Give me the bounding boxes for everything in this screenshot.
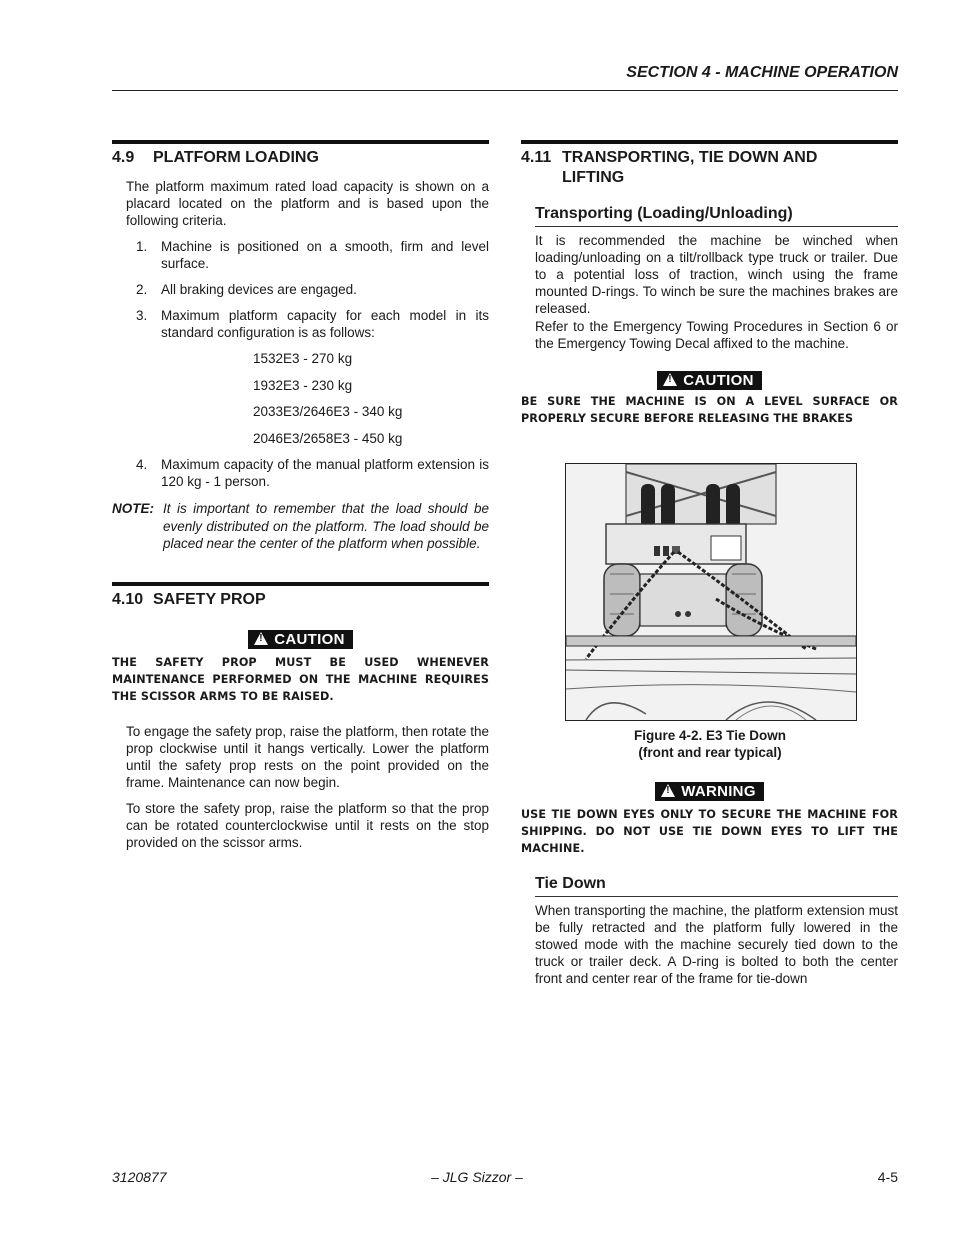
list-item: [112, 307, 489, 341]
note: [112, 500, 489, 553]
caution-badge-wrap: [112, 630, 489, 649]
section-heading-safety-prop: [112, 582, 489, 610]
caution-text: BE SURE THE MACHINE IS ON A LEVEL SURFACE OR PROPERLY SECURE BEFORE RELEASING THE BRAKES: [521, 395, 898, 425]
figure-caption-line: Figure 4-2. E3 Tie Down: [633, 728, 787, 743]
paragraph: When transporting the machine, the platform extension must be fully retracted and the platform fully lowered in the stowed mode with the machine securely tied down to the truck or trailer deck. A D-ring is bolted to both the center front and center rear of the frame for tie-down: [535, 903, 898, 986]
warning-triangle-icon: [663, 373, 677, 386]
list-text: Maximum platform capacity for each model in its standard configuration is as follows:: [161, 308, 489, 340]
warning-badge-wrap: [521, 782, 898, 801]
section-number: 4.10: [112, 590, 144, 608]
right-column-lower: [521, 782, 898, 987]
list-text: Maximum capacity of the manual platform extension is 120 kg - 1 person.: [161, 457, 489, 489]
footer-doc-number: 3120877: [112, 1169, 167, 1185]
note-label: NOTE:: [112, 501, 154, 516]
list-item: [112, 456, 489, 490]
warning-triangle-icon: [254, 632, 268, 645]
section-title: PLATFORM LOADING: [153, 149, 319, 166]
caution-badge: [248, 630, 352, 649]
paragraph: To engage the safety prop, raise the platform, then rotate the prop clockwise until it hangs vertically. Lower the platform until the safety prop rests on the point provided on the frame. Maintenance can now begin.: [126, 723, 489, 790]
caution-badge: [657, 371, 761, 390]
list-number: 1.: [136, 239, 148, 254]
subheading-tie-down: Tie Down: [535, 874, 898, 897]
list-number: 3.: [136, 308, 148, 323]
figure-caption: [565, 727, 855, 761]
section-title: SECTION 4 - MACHINE OPERATION: [626, 64, 898, 81]
paragraph: It is recommended the machine be winched when loading/unloading on a tilt/rollback type truck or trailer. Due to a potential loss of traction, winch using the frame mounted D-rings. To winch be sure the machines brakes are released.: [535, 233, 898, 316]
paragraph: To store the safety prop, raise the platform so that the prop can be rotated counterclockwise until it rests on the stop provided on the scissor arms.: [126, 800, 489, 850]
capacity-line: 1532E3 - 270 kg: [253, 351, 353, 366]
list-text: All braking devices are engaged.: [161, 282, 357, 297]
warning-triangle-icon: [661, 784, 675, 797]
caution-badge-wrap: [521, 371, 898, 390]
page-header: [112, 64, 898, 91]
right-column: [521, 140, 898, 427]
left-column: [112, 140, 489, 851]
section-number: 4.11: [521, 149, 552, 166]
section-number: 4.9: [112, 149, 135, 166]
section-title: SAFETY PROP: [153, 590, 266, 608]
tie-down-drawing: [566, 464, 856, 720]
list-text: Machine is positioned on a smooth, firm and level surface.: [161, 239, 489, 271]
subheading-transporting: Transporting (Loading/Unloading): [535, 204, 898, 227]
capacity-line: 1932E3 - 230 kg: [253, 378, 353, 393]
section-heading-transporting: [521, 140, 898, 188]
section-title-line2: LIFTING: [562, 169, 625, 186]
warning-badge: [655, 782, 764, 801]
capacity-line: 2046E3/2658E3 - 450 kg: [253, 431, 403, 446]
caution-text: THE SAFETY PROP MUST BE USED WHENEVER MAINTENANCE PERFORMED ON THE MACHINE REQUIRES THE SCISSOR ARMS TO BE RAISED.: [112, 655, 489, 703]
figure-caption-line: (front and rear typical): [638, 745, 782, 760]
list-item: [112, 238, 489, 272]
warning-label: WARNING: [681, 783, 756, 800]
paragraph: Refer to the Emergency Towing Procedures in Section 6 or the Emergency Towing Decal affixed to the machine.: [535, 319, 898, 351]
paragraph: The platform maximum rated load capacity is shown on a placard located on the platform and is based upon the following criteria.: [126, 179, 489, 228]
figure-tie-down-illustration: [565, 463, 857, 721]
footer-center: – JLG Sizzor –: [431, 1169, 523, 1185]
note-text: It is important to remember that the load should be evenly distributed on the platform. The load should be placed near the center of the platform when possible.: [163, 501, 489, 551]
caution-label: CAUTION: [274, 630, 345, 648]
warning-text: USE TIE DOWN EYES ONLY TO SECURE THE MACHINE FOR SHIPPING. DO NOT USE TIE DOWN EYES TO LIFT THE MACHINE.: [521, 808, 898, 855]
capacity-line: 2033E3/2646E3 - 340 kg: [253, 404, 403, 419]
section-heading-platform-loading: [112, 140, 489, 168]
list-number: 2.: [136, 282, 148, 297]
list-number: 4.: [136, 457, 148, 472]
caution-label: CAUTION: [683, 372, 754, 389]
section-title: TRANSPORTING, TIE DOWN AND: [562, 149, 818, 166]
footer-page-number: 4-5: [877, 1169, 898, 1185]
list-item: [112, 281, 489, 298]
